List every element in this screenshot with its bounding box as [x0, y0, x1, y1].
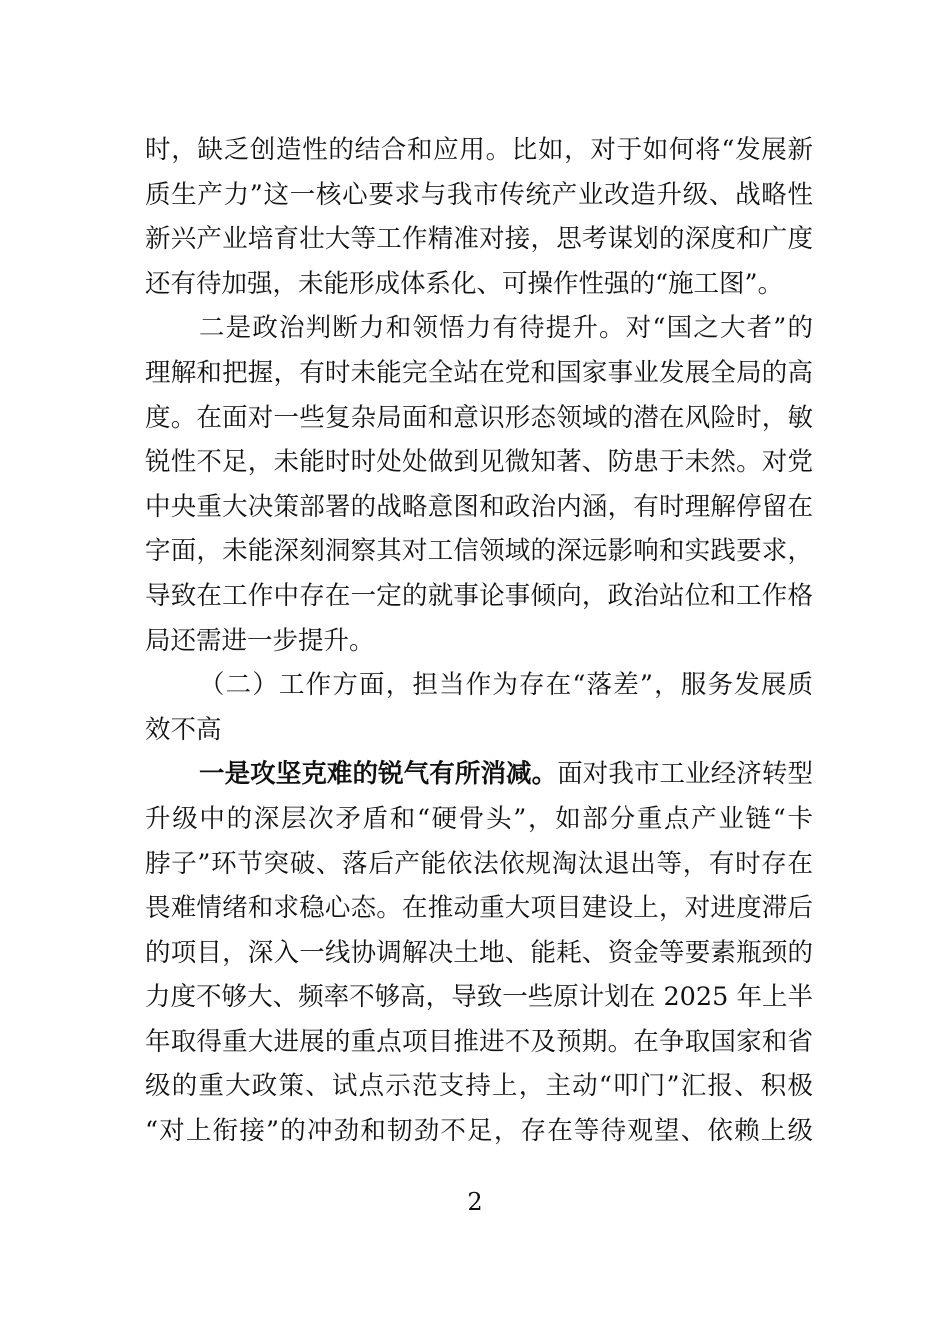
paragraph-line: 年取得重大进展的重点项目推进不及预期。在争取国家和省 [145, 1026, 813, 1057]
paragraph-line: 理解和把握，有时未能完全站在党和国家事业发展全局的高 [145, 357, 813, 388]
paragraph-line: 度。在面对一些复杂局面和意识形态领域的潜在风险时，敏 [145, 402, 813, 433]
section-heading-line: 效不高 [145, 714, 222, 745]
paragraph-line: 级的重大政策、试点示范支持上，主动“叩门”汇报、积极 [145, 1071, 813, 1102]
paragraph-line: 质生产力”这一核心要求与我市传统产业改造升级、战略性 [145, 179, 813, 210]
section-heading-line: （二）工作方面，担当作为存在“落差”，服务发展质 [199, 670, 813, 701]
paragraph-line: 的项目，深入一线协调解决土地、能耗、资金等要素瓶颈的 [145, 937, 813, 968]
paragraph-line: 还有待加强，未能形成体系化、可操作性强的“施工图”。 [145, 268, 784, 299]
page-number: 2 [467, 1188, 483, 1216]
paragraph-line: 字面，未能深刻洞察其对工信领域的深远影响和实践要求， [145, 536, 813, 567]
paragraph-line: 脖子”环节突破、落后产能依法依规淘汰退出等，有时存在 [145, 848, 813, 879]
paragraph-line: 畏难情绪和求稳心态。在推动重大项目建设上，对进度滞后 [145, 893, 813, 924]
paragraph-line: “对上衔接”的冲劲和韧劲不足，存在等待观望、依赖上级 [145, 1116, 813, 1147]
paragraph-line: 中央重大决策部署的战略意图和政治内涵，有时理解停留在 [145, 491, 813, 522]
document-body [145, 128, 813, 1154]
paragraph-line: 升级中的深层次矛盾和“硬骨头”，如部分重点产业链“卡 [145, 803, 813, 834]
paragraph-line: 新兴产业培育壮大等工作精准对接，思考谋划的深度和广度 [145, 224, 813, 255]
bold-lead-text: 一是攻坚克难的锐气有所消减。 [199, 759, 558, 790]
paragraph-line: 二是政治判断力和领悟力有待提升。对“国之大者”的 [199, 313, 813, 344]
paragraph-line: 力度不够大、频率不够高，导致一些原计划在 2025 年上半 [145, 982, 813, 1013]
paragraph-line: 锐性不足，未能时时处处做到见微知著、防患于未然。对党 [145, 447, 813, 478]
lead-line-rest: 面对我市工业经济转型 [557, 759, 813, 790]
paragraph-line: 导致在工作中存在一定的就事论事倾向，政治站位和工作格 [145, 580, 813, 611]
paragraph-line: 时，缺乏创造性的结合和应用。比如，对于如何将“发展新 [145, 135, 813, 165]
paragraph-line: 局还需进一步提升。 [145, 625, 375, 656]
paragraph-line-with-lead [145, 752, 813, 797]
